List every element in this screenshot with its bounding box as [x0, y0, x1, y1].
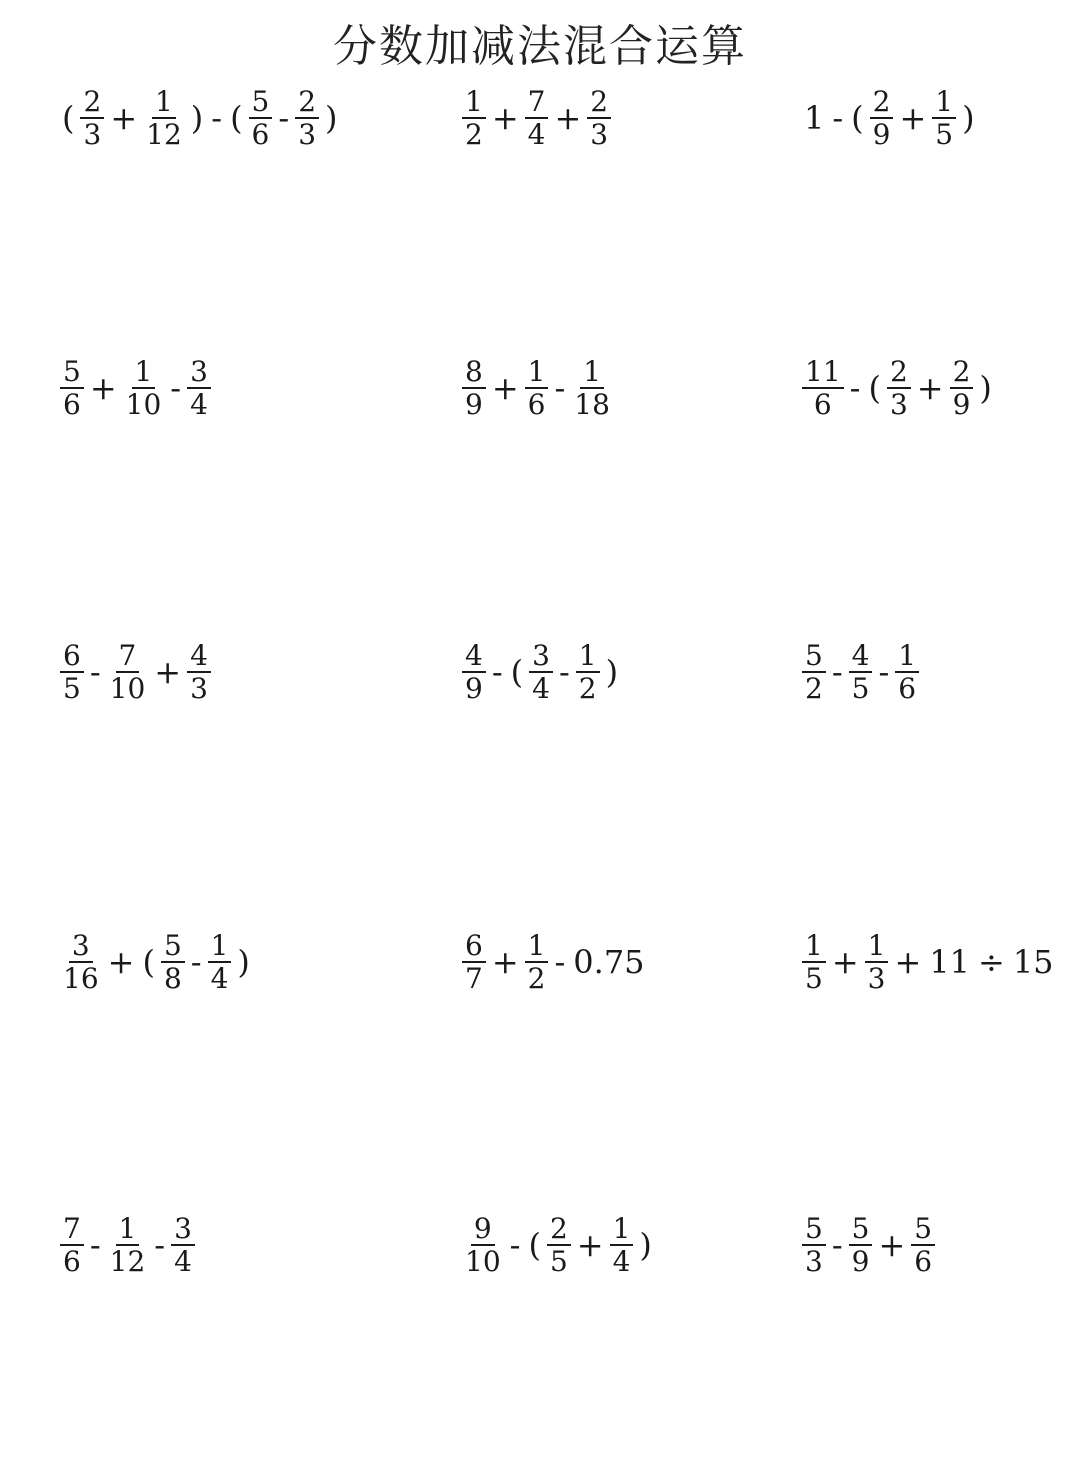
fraction: [802, 928, 826, 995]
expression-symbol: (: [142, 943, 155, 981]
fraction-numerator: 1: [580, 357, 604, 389]
fraction-denominator: 12: [109, 1245, 146, 1278]
fraction-denominator: 9: [872, 118, 891, 151]
fraction-numerator: 3: [69, 931, 93, 963]
expression-symbol: +: [878, 1226, 906, 1264]
expression-symbol: ): [237, 943, 250, 981]
fraction-numerator: 5: [911, 1214, 935, 1246]
expression-symbol: +: [491, 943, 519, 981]
fraction-denominator: 5: [851, 672, 870, 705]
problem-expression: [800, 928, 1058, 996]
fraction: [887, 354, 911, 421]
fraction-denominator: 2: [805, 672, 823, 705]
problem-expression: [460, 638, 622, 706]
fraction-numerator: 8: [462, 357, 486, 389]
fraction-numerator: 7: [116, 641, 140, 673]
fraction: [849, 1211, 873, 1278]
fraction: [187, 638, 211, 705]
fraction-denominator: 3: [83, 118, 102, 151]
expression-symbol: -: [154, 1226, 166, 1264]
fraction-denominator: 5: [805, 962, 823, 995]
fraction: [462, 354, 486, 421]
fraction: [525, 928, 549, 995]
expression-symbol: -: [278, 99, 290, 137]
fraction-numerator: 4: [849, 641, 873, 673]
fraction-numerator: 1: [462, 87, 486, 119]
fraction: [571, 354, 613, 421]
expression-symbol: +: [916, 369, 944, 407]
fraction: [865, 928, 889, 995]
fraction-denominator: 9: [465, 388, 483, 421]
fraction: [60, 1211, 84, 1278]
expression-symbol: -: [831, 1226, 843, 1264]
expression-symbol: -: [491, 653, 503, 691]
fraction-denominator: 4: [612, 1245, 631, 1278]
fraction-numerator: 5: [161, 931, 185, 963]
fraction-numerator: 1: [525, 931, 549, 963]
fraction: [610, 1211, 634, 1278]
fraction-numerator: 2: [80, 87, 104, 119]
fraction: [462, 84, 486, 151]
fraction: [107, 638, 149, 705]
expression-symbol: +: [491, 99, 519, 137]
fraction-numerator: 2: [950, 357, 974, 389]
expression-symbol: (: [851, 99, 864, 137]
expression-symbol: ): [325, 99, 338, 137]
fraction-denominator: 9: [465, 672, 483, 705]
expression-symbol: -: [554, 943, 566, 981]
fraction-numerator: 5: [249, 87, 273, 119]
fraction: [932, 84, 956, 151]
fraction-denominator: 4: [174, 1245, 192, 1278]
expression-symbol: +: [554, 99, 582, 137]
fraction: [60, 638, 84, 705]
expression-symbol: -: [554, 369, 566, 407]
fraction-numerator: 1: [802, 931, 826, 963]
expression-symbol: -: [170, 369, 182, 407]
fraction: [547, 1211, 571, 1278]
problem-expression: [58, 84, 342, 152]
fraction: [462, 1211, 504, 1278]
fraction: [529, 638, 553, 705]
expression-symbol: ): [639, 1226, 652, 1264]
fraction-denominator: 3: [590, 118, 609, 151]
fraction-numerator: 1: [865, 931, 889, 963]
expression-symbol: -: [831, 653, 843, 691]
fraction-numerator: 1: [116, 1214, 140, 1246]
fraction: [60, 928, 102, 995]
fraction-denominator: 6: [63, 388, 81, 421]
expression-symbol: -: [558, 653, 570, 691]
fraction: [950, 354, 974, 421]
fraction-denominator: 12: [146, 118, 182, 151]
fraction-numerator: 1: [932, 87, 956, 119]
fraction-numerator: 3: [171, 1214, 195, 1246]
fraction-numerator: 4: [187, 641, 211, 673]
fraction-numerator: 9: [471, 1214, 495, 1246]
expression-symbol: +: [154, 653, 182, 691]
expression-symbol: ): [190, 99, 204, 137]
expression-symbol: 0.75: [573, 943, 645, 981]
fraction-numerator: 1: [525, 357, 549, 389]
fraction: [171, 1211, 195, 1278]
fraction-denominator: 9: [851, 1245, 870, 1278]
expression-symbol: ): [979, 369, 992, 407]
fraction: [462, 638, 486, 705]
expression-symbol: +: [576, 1226, 604, 1264]
fraction-denominator: 6: [251, 118, 270, 151]
worksheet-title: 分数加减法混合运算: [333, 21, 747, 72]
problem-expression: [460, 354, 615, 422]
fraction-numerator: 1: [132, 357, 156, 389]
problem-expression: [58, 638, 213, 706]
problem-expression: [800, 84, 979, 152]
expression-symbol: +: [894, 943, 922, 981]
fraction-denominator: 4: [210, 962, 229, 995]
fraction: [802, 638, 826, 705]
expression-symbol: 15: [1012, 943, 1054, 981]
fraction-numerator: 1: [895, 641, 919, 673]
fraction-denominator: 6: [527, 388, 546, 421]
problem-expression: [800, 354, 996, 422]
fraction-denominator: 4: [532, 672, 550, 705]
fraction-numerator: 5: [802, 1214, 826, 1246]
fraction: [60, 354, 84, 421]
fraction-numerator: 7: [525, 87, 549, 119]
fraction-numerator: 1: [610, 1214, 634, 1246]
fraction: [80, 84, 104, 151]
fraction-numerator: 1: [576, 641, 600, 673]
fraction-denominator: 3: [805, 1245, 823, 1278]
fraction-denominator: 6: [63, 1245, 81, 1278]
expression-symbol: ÷: [978, 943, 1005, 981]
fraction-denominator: 6: [813, 388, 832, 421]
expression-symbol: -: [509, 1226, 521, 1264]
fraction: [249, 84, 273, 151]
fraction-denominator: 16: [63, 962, 99, 995]
fraction-numerator: 6: [60, 641, 84, 673]
expression-symbol: -: [89, 653, 101, 691]
fraction-numerator: 5: [849, 1214, 873, 1246]
expression-symbol: (: [528, 1226, 541, 1264]
expression-symbol: +: [899, 99, 927, 137]
fraction-numerator: 2: [870, 87, 894, 119]
expression-symbol: ): [962, 99, 975, 137]
fraction: [525, 84, 549, 151]
fraction: [143, 84, 185, 151]
fraction-numerator: 4: [462, 641, 486, 673]
expression-symbol: +: [110, 99, 138, 137]
expression-symbol: (: [510, 653, 524, 691]
fraction-denominator: 8: [163, 962, 182, 995]
fraction: [295, 84, 319, 151]
expression-symbol: -: [89, 1226, 101, 1264]
problem-expression: [460, 84, 613, 152]
fraction-denominator: 2: [465, 118, 483, 151]
fraction: [911, 1211, 935, 1278]
fraction-denominator: 10: [125, 388, 162, 421]
fraction-denominator: 6: [898, 672, 917, 705]
problem-expression: [460, 1211, 656, 1279]
fraction-denominator: 18: [574, 388, 610, 421]
expression-symbol: +: [89, 369, 117, 407]
fraction-denominator: 5: [63, 672, 81, 705]
fraction: [123, 354, 165, 421]
fraction-numerator: 2: [587, 87, 611, 119]
expression-symbol: ): [605, 653, 619, 691]
expression-symbol: 11: [929, 943, 970, 981]
fraction-numerator: 1: [208, 931, 232, 963]
expression-symbol: +: [491, 369, 519, 407]
expression-symbol: -: [211, 99, 223, 137]
fraction: [895, 638, 919, 705]
fraction-denominator: 3: [889, 388, 908, 421]
fraction-denominator: 10: [109, 672, 146, 705]
expression-symbol: -: [190, 943, 202, 981]
problem-expression: [58, 928, 254, 996]
fraction-numerator: 1: [152, 87, 176, 119]
fraction-denominator: 3: [867, 962, 886, 995]
fraction-numerator: 5: [802, 641, 826, 673]
fraction-numerator: 11: [802, 357, 844, 389]
fraction-numerator: 5: [60, 357, 84, 389]
fraction-denominator: 10: [465, 1245, 501, 1278]
fraction: [802, 354, 844, 421]
fraction: [107, 1211, 149, 1278]
fraction-numerator: 2: [887, 357, 911, 389]
fraction-denominator: 4: [190, 388, 208, 421]
fraction-denominator: 3: [298, 118, 317, 151]
fraction-denominator: 7: [465, 962, 483, 995]
fraction-numerator: 3: [529, 641, 553, 673]
expression-symbol: (: [868, 369, 881, 407]
fraction-numerator: 2: [547, 1214, 571, 1246]
fraction: [462, 928, 486, 995]
problem-expression: [460, 928, 649, 996]
fraction-denominator: 5: [549, 1245, 568, 1278]
expression-symbol: (: [230, 99, 243, 137]
expression-symbol: -: [832, 99, 844, 137]
fraction-denominator: 3: [190, 672, 208, 705]
expression-symbol: (: [62, 99, 75, 137]
fraction: [208, 928, 232, 995]
fraction-numerator: 2: [295, 87, 319, 119]
fraction-denominator: 9: [952, 388, 971, 421]
fraction: [587, 84, 611, 151]
fraction: [525, 354, 549, 421]
fraction-denominator: 4: [527, 118, 546, 151]
fraction: [802, 1211, 826, 1278]
fraction: [849, 638, 873, 705]
problem-expression: [800, 1211, 937, 1279]
problem-expression: [58, 1211, 197, 1279]
fraction-numerator: 7: [60, 1214, 84, 1246]
expression-symbol: -: [878, 653, 890, 691]
expression-symbol: -: [849, 369, 861, 407]
problem-expression: [800, 638, 921, 706]
fraction-denominator: 2: [578, 672, 597, 705]
fraction-denominator: 5: [935, 118, 954, 151]
fraction-denominator: 6: [914, 1245, 933, 1278]
fraction-numerator: 3: [187, 357, 211, 389]
fraction: [870, 84, 894, 151]
fraction-numerator: 6: [462, 931, 486, 963]
expression-symbol: 1: [804, 99, 825, 137]
fraction: [161, 928, 185, 995]
fraction: [187, 354, 211, 421]
fraction: [576, 638, 600, 705]
problem-expression: [58, 354, 213, 422]
expression-symbol: +: [107, 943, 135, 981]
expression-symbol: +: [831, 943, 859, 981]
fraction-denominator: 2: [527, 962, 546, 995]
